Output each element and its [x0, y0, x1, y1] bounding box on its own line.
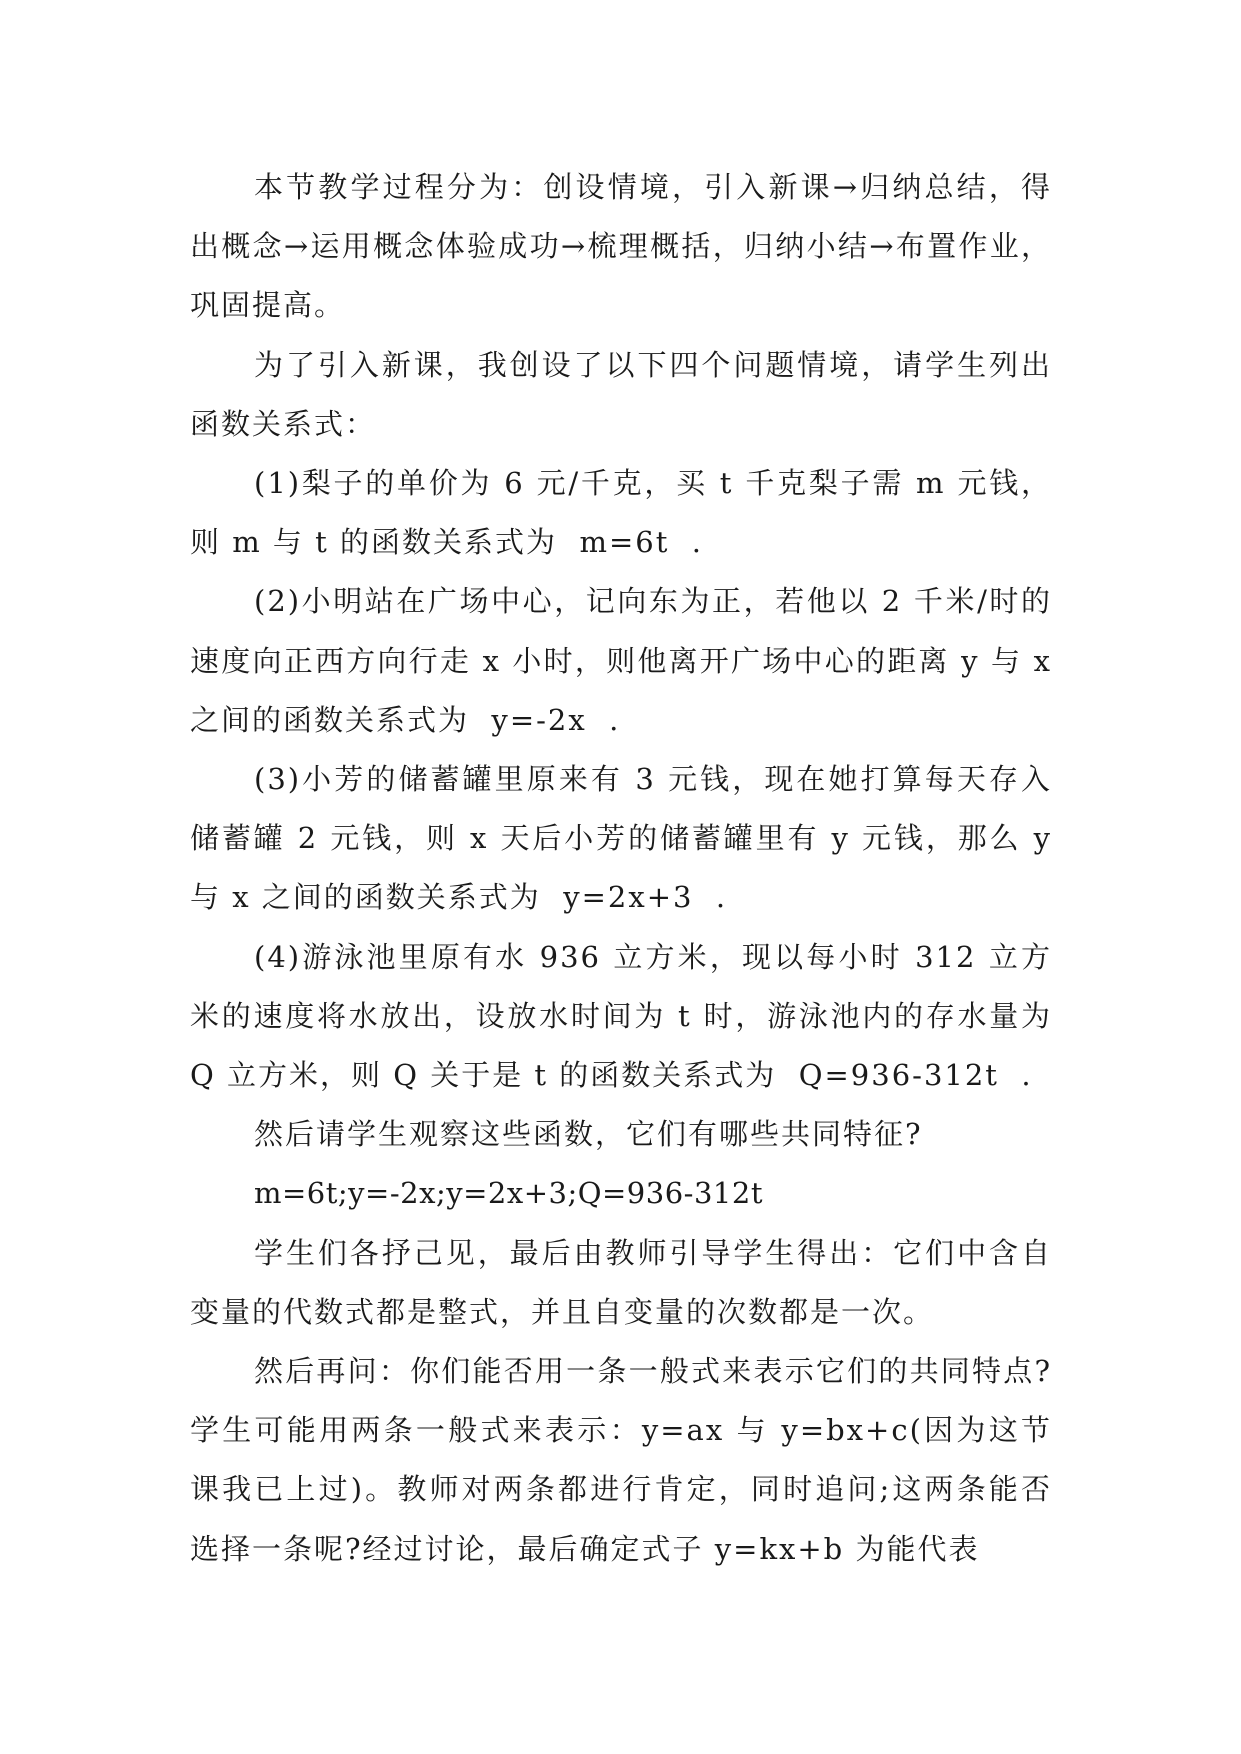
paragraph-problem-1: (1)梨子的单价为 6 元/千克，买 t 千克梨子需 m 元钱，则 m 与 t 的函数关系式为 m=6t .: [190, 466, 1052, 560]
paragraph-formula-list: m=6t;y=-2x;y=2x+3;Q=936-312t: [254, 1176, 763, 1211]
paragraph-observe-question: 然后请学生观察这些函数，它们有哪些共同特征?: [254, 1117, 923, 1152]
paragraph-introduction: 为了引入新课，我创设了以下四个问题情境，请学生列出函数关系式：: [190, 347, 1052, 441]
paragraph-general-form: 然后再问：你们能否用一条一般式来表示它们的共同特点?学生可能用两条一般式来表示：y=ax 与 y=bx+c(因为这节课我已上过)。教师对两条都进行肯定，同时追问;这两条能否选择一条呢?经过讨论，最后确定式子 y=kx+b 为能代表: [190, 1354, 1052, 1566]
paragraph-problem-2: (2)小明站在广场中心，记向东为正，若他以 2 千米/时的速度向正西方向行走 x 小时，则他离开广场中心的距离 y 与 x 之间的函数关系式为 y=-2x .: [190, 584, 1064, 737]
paragraph-student-conclusion: 学生们各抒己见，最后由教师引导学生得出：它们中含自变量的代数式都是整式，并且自变量的次数都是一次。: [190, 1235, 1052, 1329]
paragraph-teaching-process: 本节教学过程分为：创设情境，引入新课→归纳总结，得出概念→运用概念体验成功→梳理概括，归纳小结→布置作业，巩固提高。: [190, 170, 1052, 323]
document-body: [190, 158, 1064, 1579]
paragraph-problem-3: (3)小芳的储蓄罐里原来有 3 元钱，现在她打算每天存入储蓄罐 2 元钱，则 x 天后小芳的储蓄罐里有 y 元钱，那么 y 与 x 之间的函数关系式为 y=2x+3 .: [190, 762, 1064, 915]
paragraph-problem-4: (4)游泳池里原有水 936 立方米，现以每小时 312 立方米的速度将水放出，设放水时间为 t 时，游泳池内的存水量为 Q 立方米，则 Q 关于是 t 的函数关系式为 Q=936-312t .: [190, 939, 1064, 1093]
